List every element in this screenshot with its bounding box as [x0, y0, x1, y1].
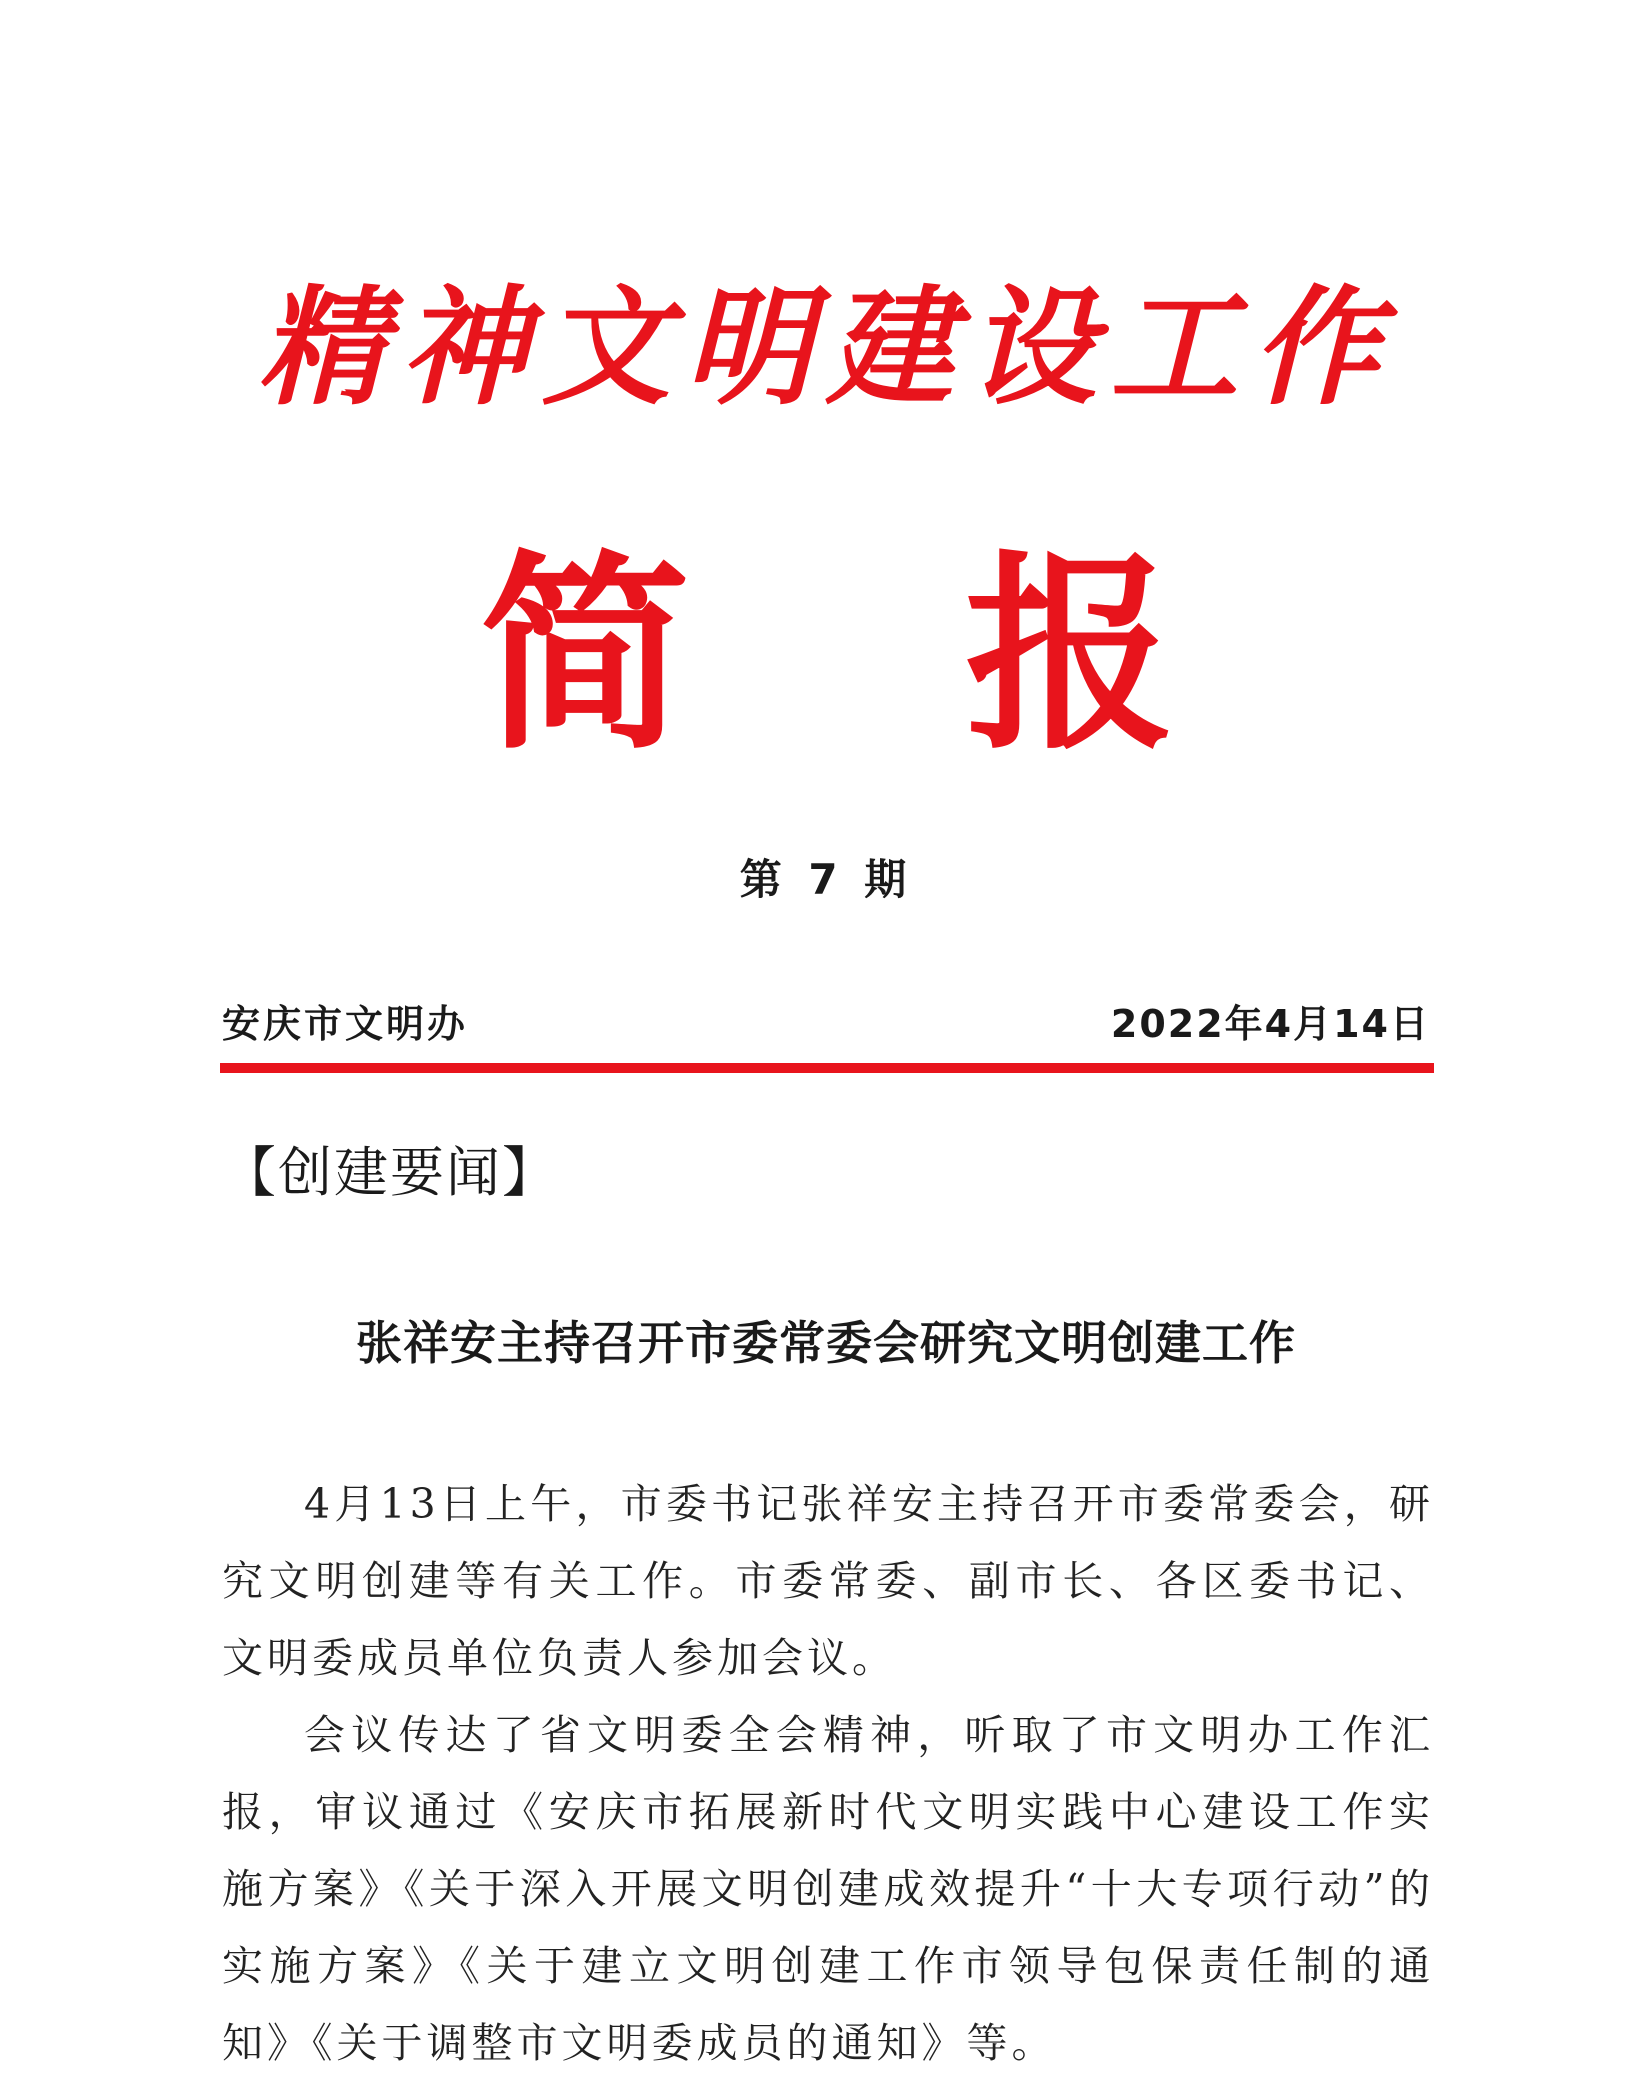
section-heading: 【创建要闻】	[222, 1141, 558, 1204]
article-title: 张祥安主持召开市委常委会研究文明创建工作	[356, 1316, 1296, 1370]
red-divider	[220, 1063, 1434, 1073]
masthead-subtitle	[0, 531, 1652, 778]
masthead-subtitle-char-bao: 报	[965, 531, 1176, 778]
article-paragraph-2: 会议传达了省文明委全会精神，听取了市文明办工作汇报，审议通过《安庆市拓展新时代文明实践中心建设工作实施方案》《关于深入开展文明创建成效提升“十大专项行动”的实施方案》《关于建立文明创建工作市领导包保责任制的通知》《关于调整市文明委成员的通知》等。	[222, 1711, 1434, 2067]
masthead-subtitle-char-jian: 简	[480, 531, 691, 778]
masthead-title: 精神文明建设工作	[257, 273, 1394, 423]
article-paragraph-1: 4月13日上午，市委书记张祥安主持召开市委常委会，研究文明创建等有关工作。市委常委、副市长、各区委书记、文明委成员单位负责人参加会议。	[222, 1480, 1434, 1682]
article-body	[222, 1466, 1434, 2082]
issue-date: 2022年4月14日	[1110, 1002, 1430, 1046]
issuer-name: 安庆市文明办	[222, 1002, 469, 1046]
issue-number: 第 7 期	[739, 855, 913, 904]
